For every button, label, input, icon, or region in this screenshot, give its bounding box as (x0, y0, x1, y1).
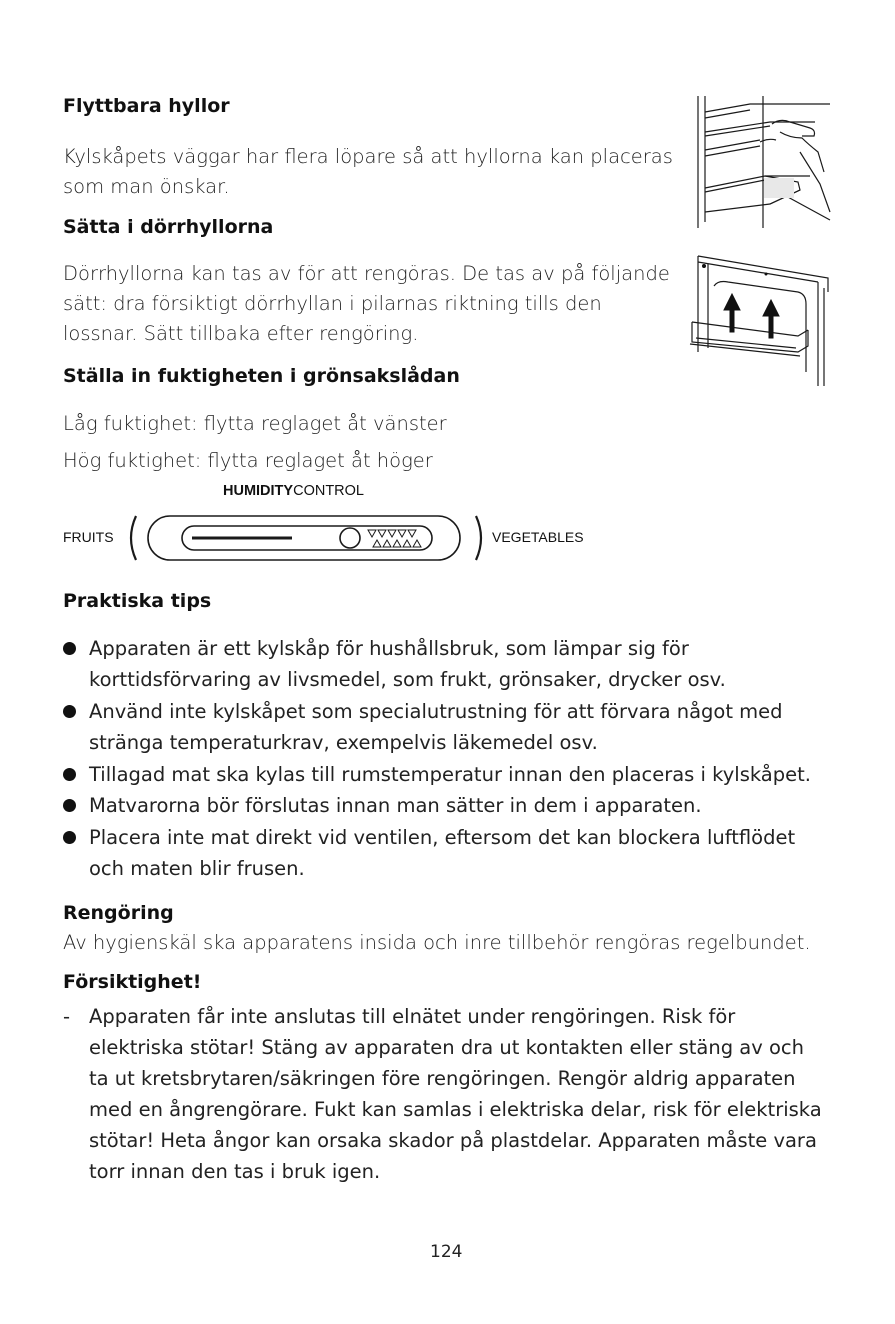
text-line: elektriska stötar! Stäng av apparaten dra ut kontakten eller stäng av och (89, 1036, 804, 1059)
text-line: korttidsförvaring av livsmedel, som frukt, grönsaker, drycker osv. (89, 668, 726, 691)
right-bracket-outer (476, 516, 481, 560)
humidity-high-text: Hög fuktighet: flytta reglaget åt höger (63, 449, 433, 472)
text-line: och maten blir frusen. (89, 857, 305, 880)
text-line: Dörrhyllorna kan tas av för att rengöras. De tas av på följande (63, 262, 670, 285)
humidity-slider-diagram (122, 510, 490, 566)
list-item (63, 696, 863, 758)
up-arrow-icons (724, 294, 779, 338)
vent-pattern (368, 530, 421, 547)
list-item-text (89, 822, 795, 884)
text-line: Placera inte mat direkt vid ventilen, eftersom det kan blockera luftflödet (89, 826, 796, 849)
heading-movable-shelves: Flyttbara hyllor (63, 95, 230, 117)
list-item-text (89, 759, 811, 790)
text-line: som man önskar. (63, 175, 230, 198)
bullet-icon (63, 831, 76, 844)
text-line: Kylskåpets väggar har flera löpare så att hyllorna kan placeras (63, 145, 673, 168)
text-line: Tillagad mat ska kylas till rumstemperatur innan den placeras i kylskåpet. (89, 763, 811, 786)
text-line: Matvarorna bör förslutas innan man sätter in dem i apparaten. (89, 794, 702, 817)
text-line: med en ångrengörare. Fukt kan samlas i elektriska delar, risk för elektriska (89, 1098, 822, 1121)
heading-caution: Försiktighet! (63, 971, 202, 993)
bullet-icon (63, 642, 76, 655)
paragraph-door-shelves (63, 259, 670, 349)
heading-door-shelves: Sätta i dörrhyllorna (63, 216, 274, 238)
text-line: stötar! Heta ångor kan orsaka skador på plastdelar. Apparaten måste vara (89, 1129, 817, 1152)
list-item (63, 633, 863, 695)
humidity-control-title (223, 483, 364, 499)
text-line: Apparaten är ett kylskåp för hushållsbruk, som lämpar sig för (89, 637, 689, 660)
list-item-text (89, 790, 702, 821)
humidity-control-title-bold: HUMIDITY (223, 483, 294, 499)
humidity-control-title-rest: CONTROL (293, 483, 364, 499)
paragraph-cleaning: Av hygienskäl ska apparatens insida och inre tillbehör rengöras regelbundet. (63, 931, 811, 954)
bullet-icon (63, 705, 76, 718)
text-line: sätt: dra försiktigt dörrhyllan i pilarnas riktning tills den (63, 292, 602, 315)
label-vegetables: VEGETABLES (492, 529, 584, 545)
bullet-icon (63, 768, 76, 781)
humidity-low-text: Låg fuktighet: flytta reglaget åt vänster (63, 412, 447, 435)
page-number: 124 (430, 1242, 463, 1262)
list-item (63, 759, 863, 790)
text-line: Använd inte kylskåpet som specialutrustning för att förvara något med (89, 700, 783, 723)
slider-knob (340, 528, 360, 548)
text-line: torr innan den tas i bruk igen. (89, 1160, 381, 1183)
heading-humidity: Ställa in fuktigheten i grönsakslådan (63, 365, 460, 387)
bullet-icon (63, 799, 76, 812)
heading-cleaning: Rengöring (63, 902, 174, 924)
text-line: stränga temperaturkrav, exempelvis läkemedel osv. (89, 731, 598, 754)
list-item-text (89, 696, 783, 758)
text-line: ta ut kretsbrytaren/säkringen före rengöringen. Rengör aldrig apparaten (89, 1067, 796, 1090)
heading-practical-tips: Praktiska tips (63, 590, 212, 612)
label-fruits: FRUITS (63, 529, 114, 545)
text-line: Apparaten får inte anslutas till elnätet under rengöringen. Risk för (89, 1005, 736, 1028)
list-item (63, 822, 863, 884)
caution-text (89, 1001, 822, 1187)
dash-marker: - (63, 1005, 71, 1028)
door-shelf-illustration (678, 252, 836, 388)
text-line: lossnar. Sätt tillbaka efter rengöring. (63, 322, 419, 345)
shelf-illustration (690, 92, 832, 230)
list-item (63, 790, 863, 821)
paragraph-movable-shelves (63, 142, 673, 202)
left-bracket-outer (131, 516, 136, 560)
list-item-text (89, 633, 726, 695)
